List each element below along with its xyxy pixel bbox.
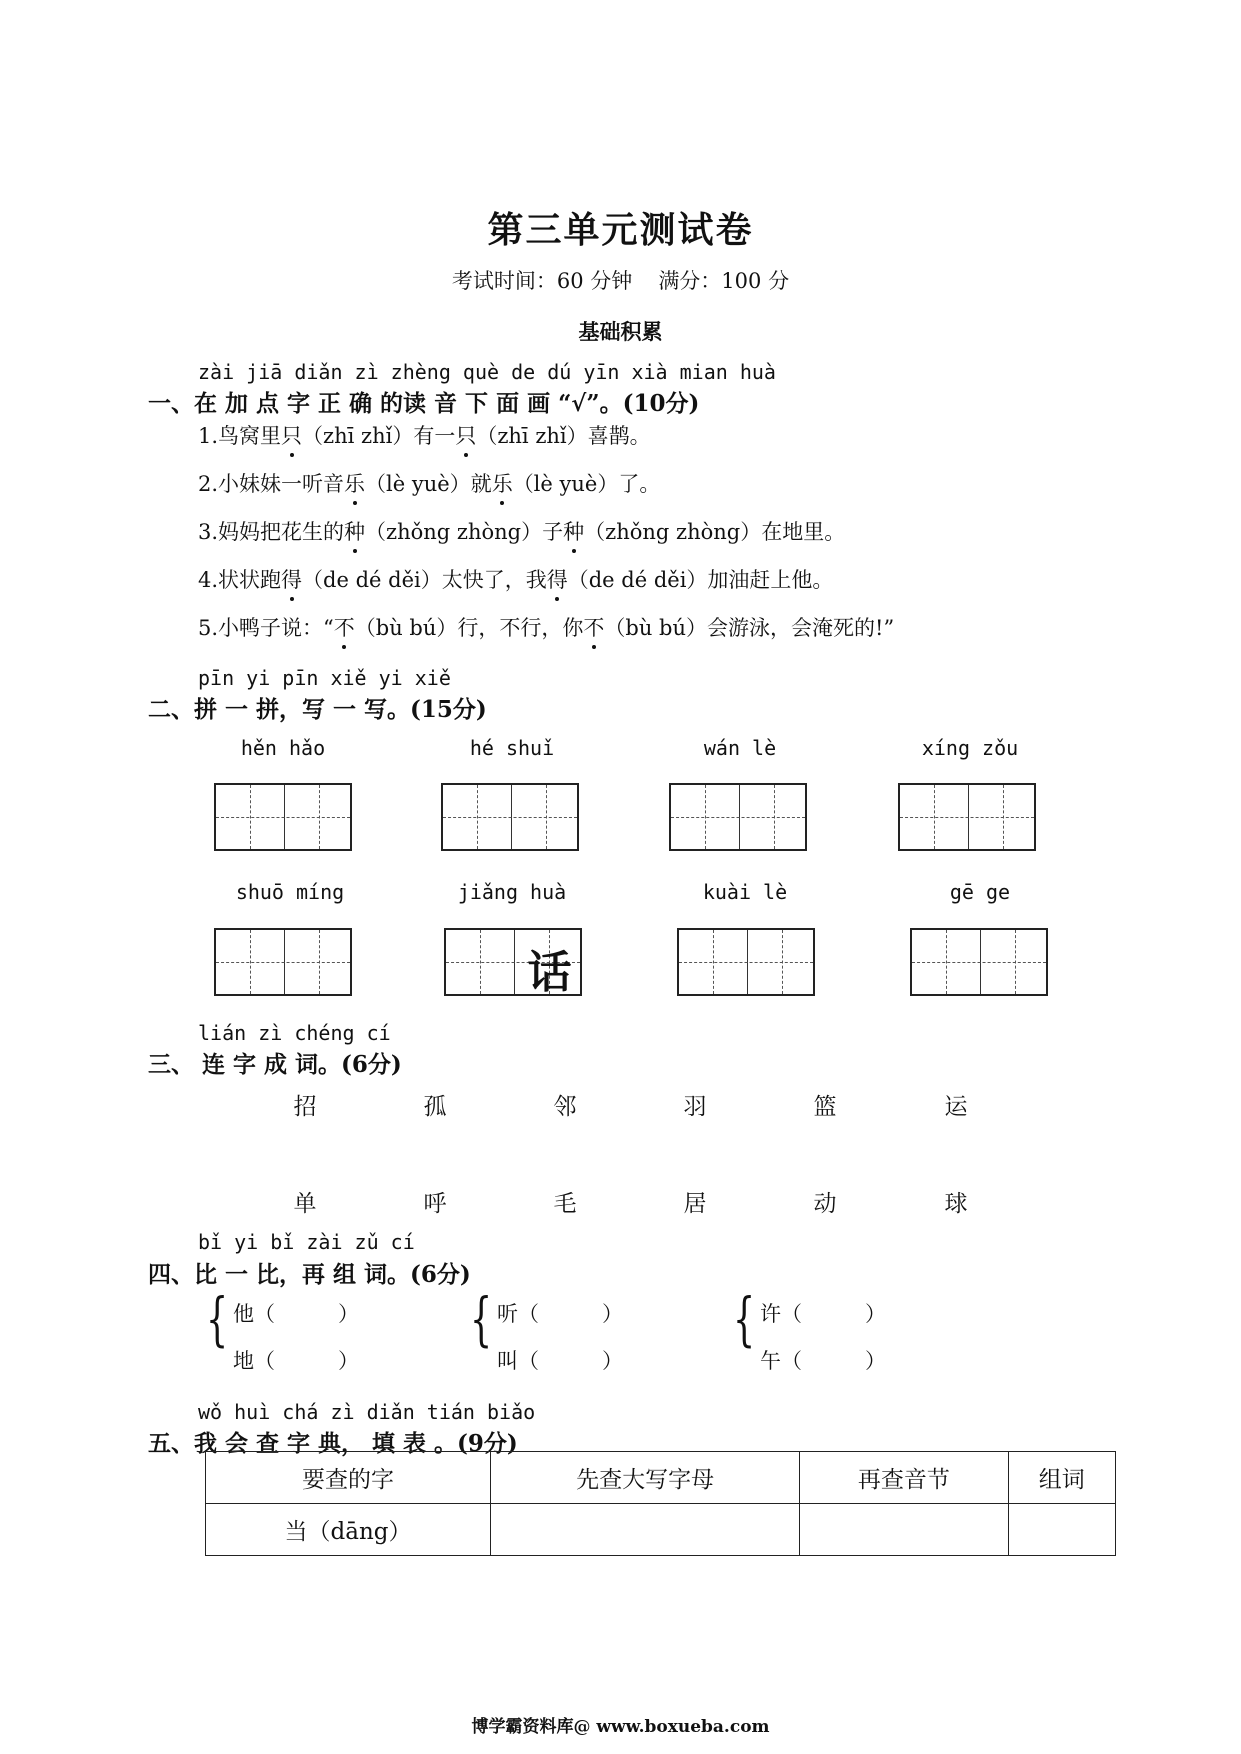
q2-word-pinyin: shuō míng bbox=[235, 880, 345, 904]
exam-info bbox=[0, 265, 1241, 295]
q3-char[interactable]: 羽 bbox=[683, 1094, 707, 1120]
q1-item: 5.小鸭子说：“不（bù bú）行，不行，你不（bù bú）会游泳，会淹死的!” bbox=[198, 616, 895, 640]
q5-pinyin: wǒ huì chá zì diǎn tián biǎo bbox=[198, 1400, 536, 1424]
q4-word-b[interactable]: 地（ ） bbox=[233, 1349, 359, 1373]
sample-character: 话 bbox=[527, 947, 572, 998]
tianzige-box[interactable] bbox=[669, 783, 807, 851]
q4-word-a[interactable]: 许（ ） bbox=[760, 1302, 886, 1326]
q2-word-pinyin: wán lè bbox=[703, 736, 777, 760]
q2-pinyin: pīn yi pīn xiě yi xiě bbox=[198, 666, 451, 690]
answer-cell[interactable] bbox=[491, 1504, 800, 1556]
q2-word-pinyin: hěn hǎo bbox=[240, 736, 326, 760]
q2-word-pinyin: gē ge bbox=[949, 880, 1011, 904]
q3-heading: 三、 连 字 成 词。(6分) bbox=[148, 1051, 402, 1078]
table-header: 先查大写字母 bbox=[491, 1452, 800, 1504]
q1-heading: 一、在 加 点 字 正 确 的读 音 下 面 画 “√”。(10分) bbox=[148, 390, 700, 417]
tianzige-box[interactable] bbox=[444, 928, 582, 996]
exam-score: 满分：100 分 bbox=[658, 269, 790, 293]
q4-word-b[interactable]: 午（ ） bbox=[760, 1349, 886, 1373]
table-header-row bbox=[206, 1452, 1116, 1504]
brace-icon: { bbox=[733, 1285, 756, 1353]
q3-char[interactable]: 孤 bbox=[423, 1094, 447, 1120]
q4-word-a[interactable]: 听（ ） bbox=[497, 1302, 623, 1326]
q2-word-pinyin: xíng zǒu bbox=[921, 736, 1019, 760]
brace-icon: { bbox=[206, 1285, 229, 1353]
q2-word-pinyin: kuài lè bbox=[702, 880, 788, 904]
q1-item: 3.妈妈把花生的种（zhǒng zhòng）子种（zhǒng zhòng）在地里。 bbox=[198, 520, 846, 544]
q3-char[interactable]: 呼 bbox=[423, 1191, 447, 1217]
tianzige-box[interactable] bbox=[898, 783, 1036, 851]
table-cell: 当（dāng） bbox=[206, 1504, 491, 1556]
exam-time: 考试时间：60 分钟 bbox=[451, 269, 633, 293]
q3-char[interactable]: 单 bbox=[293, 1191, 317, 1217]
tianzige-box[interactable] bbox=[441, 783, 579, 851]
table-header: 再查音节 bbox=[800, 1452, 1008, 1504]
q3-char[interactable]: 运 bbox=[944, 1094, 968, 1120]
q3-char[interactable]: 毛 bbox=[553, 1191, 577, 1217]
q2-word-pinyin: hé shuǐ bbox=[469, 736, 555, 760]
tianzige-box[interactable] bbox=[214, 783, 352, 851]
q1-pinyin: zài jiā diǎn zì zhèng què de dú yīn xià mian huà bbox=[198, 360, 776, 384]
q1-item: 2.小妹妹一听音乐（lè yuè）就乐（lè yuè）了。 bbox=[198, 472, 661, 496]
q1-item: 1.鸟窝里只（zhī zhǐ）有一只（zhī zhǐ）喜鹊。 bbox=[198, 424, 651, 448]
section-label: 基础积累 bbox=[578, 319, 663, 344]
q4-word-a[interactable]: 他（ ） bbox=[233, 1302, 359, 1326]
q5-heading: 五、我 会 查 字 典， 填 表 。(9分) bbox=[148, 1430, 518, 1457]
q3-char[interactable]: 居 bbox=[683, 1191, 707, 1217]
dictionary-table bbox=[205, 1451, 1116, 1556]
q4-pinyin: bǐ yi bǐ zài zǔ cí bbox=[198, 1230, 415, 1254]
q4-word-b[interactable]: 叫（ ） bbox=[497, 1349, 623, 1373]
q3-char[interactable]: 招 bbox=[293, 1094, 317, 1120]
q2-word-pinyin: jiǎng huà bbox=[457, 880, 567, 904]
table-header: 要查的字 bbox=[206, 1452, 491, 1504]
q3-char[interactable]: 邻 bbox=[553, 1094, 577, 1120]
q3-pinyin: lián zì chéng cí bbox=[198, 1021, 391, 1045]
page-title: 第三单元测试卷 bbox=[487, 209, 754, 251]
answer-cell[interactable] bbox=[800, 1504, 1008, 1556]
tianzige-box[interactable] bbox=[677, 928, 815, 996]
footer-watermark: 博学霸资料库@ www.boxueba.com bbox=[471, 1717, 770, 1737]
tianzige-box[interactable] bbox=[214, 928, 352, 996]
table-row bbox=[206, 1504, 1116, 1556]
q3-char[interactable]: 篮 bbox=[813, 1094, 837, 1120]
q4-heading: 四、比 一 比，再 组 词。(6分) bbox=[148, 1261, 471, 1288]
q3-char[interactable]: 球 bbox=[944, 1191, 968, 1217]
table-header: 组词 bbox=[1008, 1452, 1115, 1504]
tianzige-box[interactable] bbox=[910, 928, 1048, 996]
brace-icon: { bbox=[470, 1285, 493, 1353]
q1-item: 4.状状跑得（de dé děi）太快了，我得（de dé děi）加油赶上他。 bbox=[198, 568, 834, 592]
answer-cell[interactable] bbox=[1008, 1504, 1115, 1556]
q2-heading: 二、拼 一 拼，写 一 写。(15分) bbox=[148, 696, 487, 723]
q3-char[interactable]: 动 bbox=[813, 1191, 837, 1217]
